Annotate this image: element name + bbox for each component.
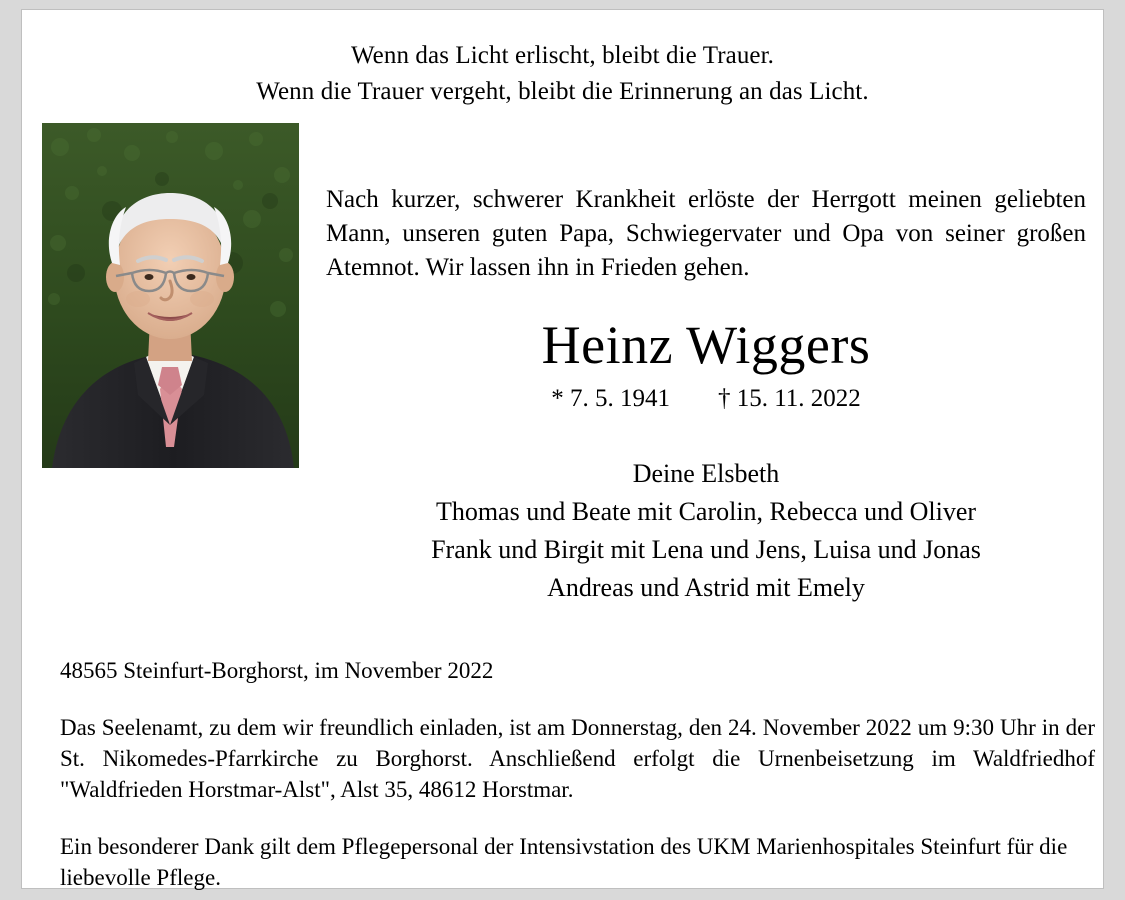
family-list	[326, 455, 1086, 607]
family-line-2: Thomas und Beate mit Carolin, Rebecca und Oliver	[435, 497, 977, 526]
death-date: † 15. 11. 2022	[717, 385, 861, 412]
life-dates	[326, 385, 1086, 413]
portrait-photo	[42, 123, 299, 468]
verse-line-1: Wenn das Licht erlischt, bleibt die Trauer.	[350, 42, 775, 69]
intro-paragraph: Nach kurzer, schwerer Krankheit erlöste der Herrgott meinen geliebten Mann, unseren guten Papa, Schwiegervater und Opa von seiner großen Atemnot. Wir lassen ihn in Frieden gehen.	[326, 186, 1086, 281]
memorial-verse	[22, 38, 1103, 110]
verse-line-2: Wenn die Trauer vergeht, bleibt die Erinnerung an das Licht.	[256, 78, 869, 105]
deceased-name: Heinz Wiggers	[541, 315, 871, 375]
thanks-note: Ein besonderer Dank gilt dem Pflegepersonal der Intensivstation des UKM Marienhospitales Steinfurt für die liebevolle Pflege.	[60, 834, 1068, 890]
family-line-1: Deine Elsbeth	[632, 459, 780, 488]
family-line-4: Andreas und Astrid mit Emely	[547, 573, 865, 602]
obituary-card	[22, 10, 1103, 888]
place-and-date: 48565 Steinfurt-Borghorst, im November 2022	[60, 658, 494, 683]
main-text-column	[326, 158, 1086, 607]
service-details: Das Seelenamt, zu dem wir freundlich einladen, ist am Donnerstag, den 24. November 2022 um 9:30 Uhr in der St. Nikomedes-Pfarrkirche zu Borghorst. Anschließend erfolgt die Urnenbeisetzung im Waldfriedhof "Waldfrieden Horstmar-Alst", Alst 35, 48612 Horstmar.	[60, 715, 1095, 802]
footer-block	[60, 655, 1095, 893]
family-line-3: Frank und Birgit mit Lena und Jens, Luisa und Jonas	[431, 535, 981, 564]
birth-date: * 7. 5. 1941	[551, 385, 670, 412]
